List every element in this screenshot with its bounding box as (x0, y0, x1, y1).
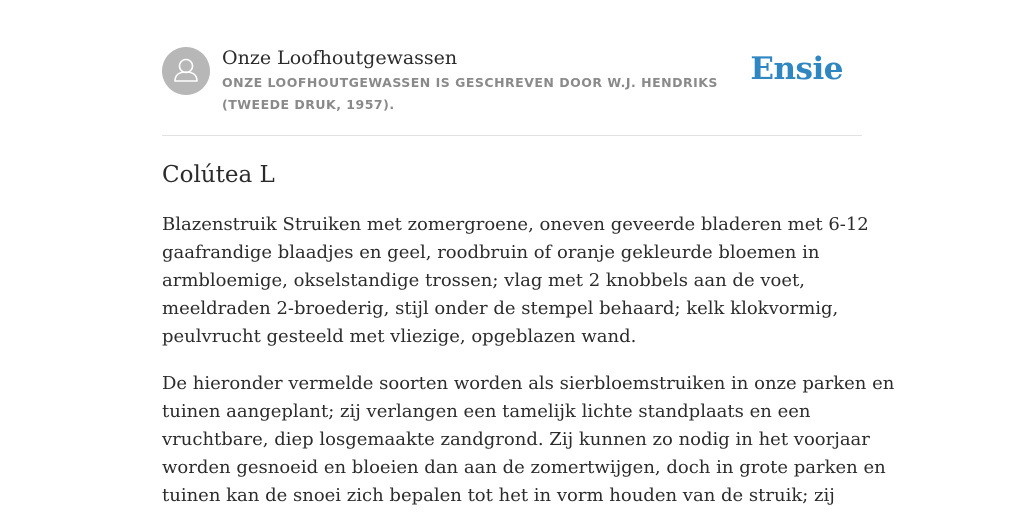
paragraph-line: meeldraden 2-broederig, stijl onder de stempel behaard; kelk klokvormig, (162, 298, 839, 319)
paragraph-line: armbloemige, okselstandige trossen; vlag met 2 knobbels aan de voet, (162, 270, 805, 291)
paragraph-line: tuinen kan de snoei zich bepalen tot het in vorm houden van de struik; zij (162, 485, 835, 506)
page-content (162, 45, 895, 510)
paragraph-line: peulvrucht gesteeld met vliezige, opgeblazen wand. (162, 326, 637, 347)
paragraph-line: gaafrandige blaadjes en geel, roodbruin of oranje gekleurde bloemen in (162, 242, 820, 263)
article-paragraph (162, 370, 895, 510)
paragraph-line: Blazenstruik Struiken met zomergroene, oneven geveerde bladeren met 6-12 (162, 214, 869, 235)
paragraph-line: worden gesnoeid en bloeien dan aan de zomertwijgen, doch in grote parken en (162, 457, 886, 478)
article-paragraph (162, 211, 869, 351)
paragraph-line: De hieronder vermelde soorten worden als sierbloemstruiken in onze parken en (162, 373, 895, 394)
publication-description: ONZE LOOFHOUTGEWASSEN IS GESCHREVEN DOOR W.J. HENDRIKS (TWEEDE DRUK, 1957). (222, 75, 718, 112)
avatar[interactable] (162, 47, 210, 95)
publication-header (162, 45, 862, 136)
brand-logo[interactable]: Ensie (750, 51, 843, 87)
article-title: Colútea L (162, 162, 275, 188)
paragraph-line: tuinen aangeplant; zij verlangen een tamelijk lichte standplaats en een (162, 401, 811, 422)
user-silhouette-icon (162, 47, 210, 95)
paragraph-line: vruchtbare, diep losgemaakte zandgrond. Zij kunnen zo nodig in het voorjaar (162, 429, 870, 450)
publication-title[interactable]: Onze Loofhoutgewassen (222, 47, 458, 69)
